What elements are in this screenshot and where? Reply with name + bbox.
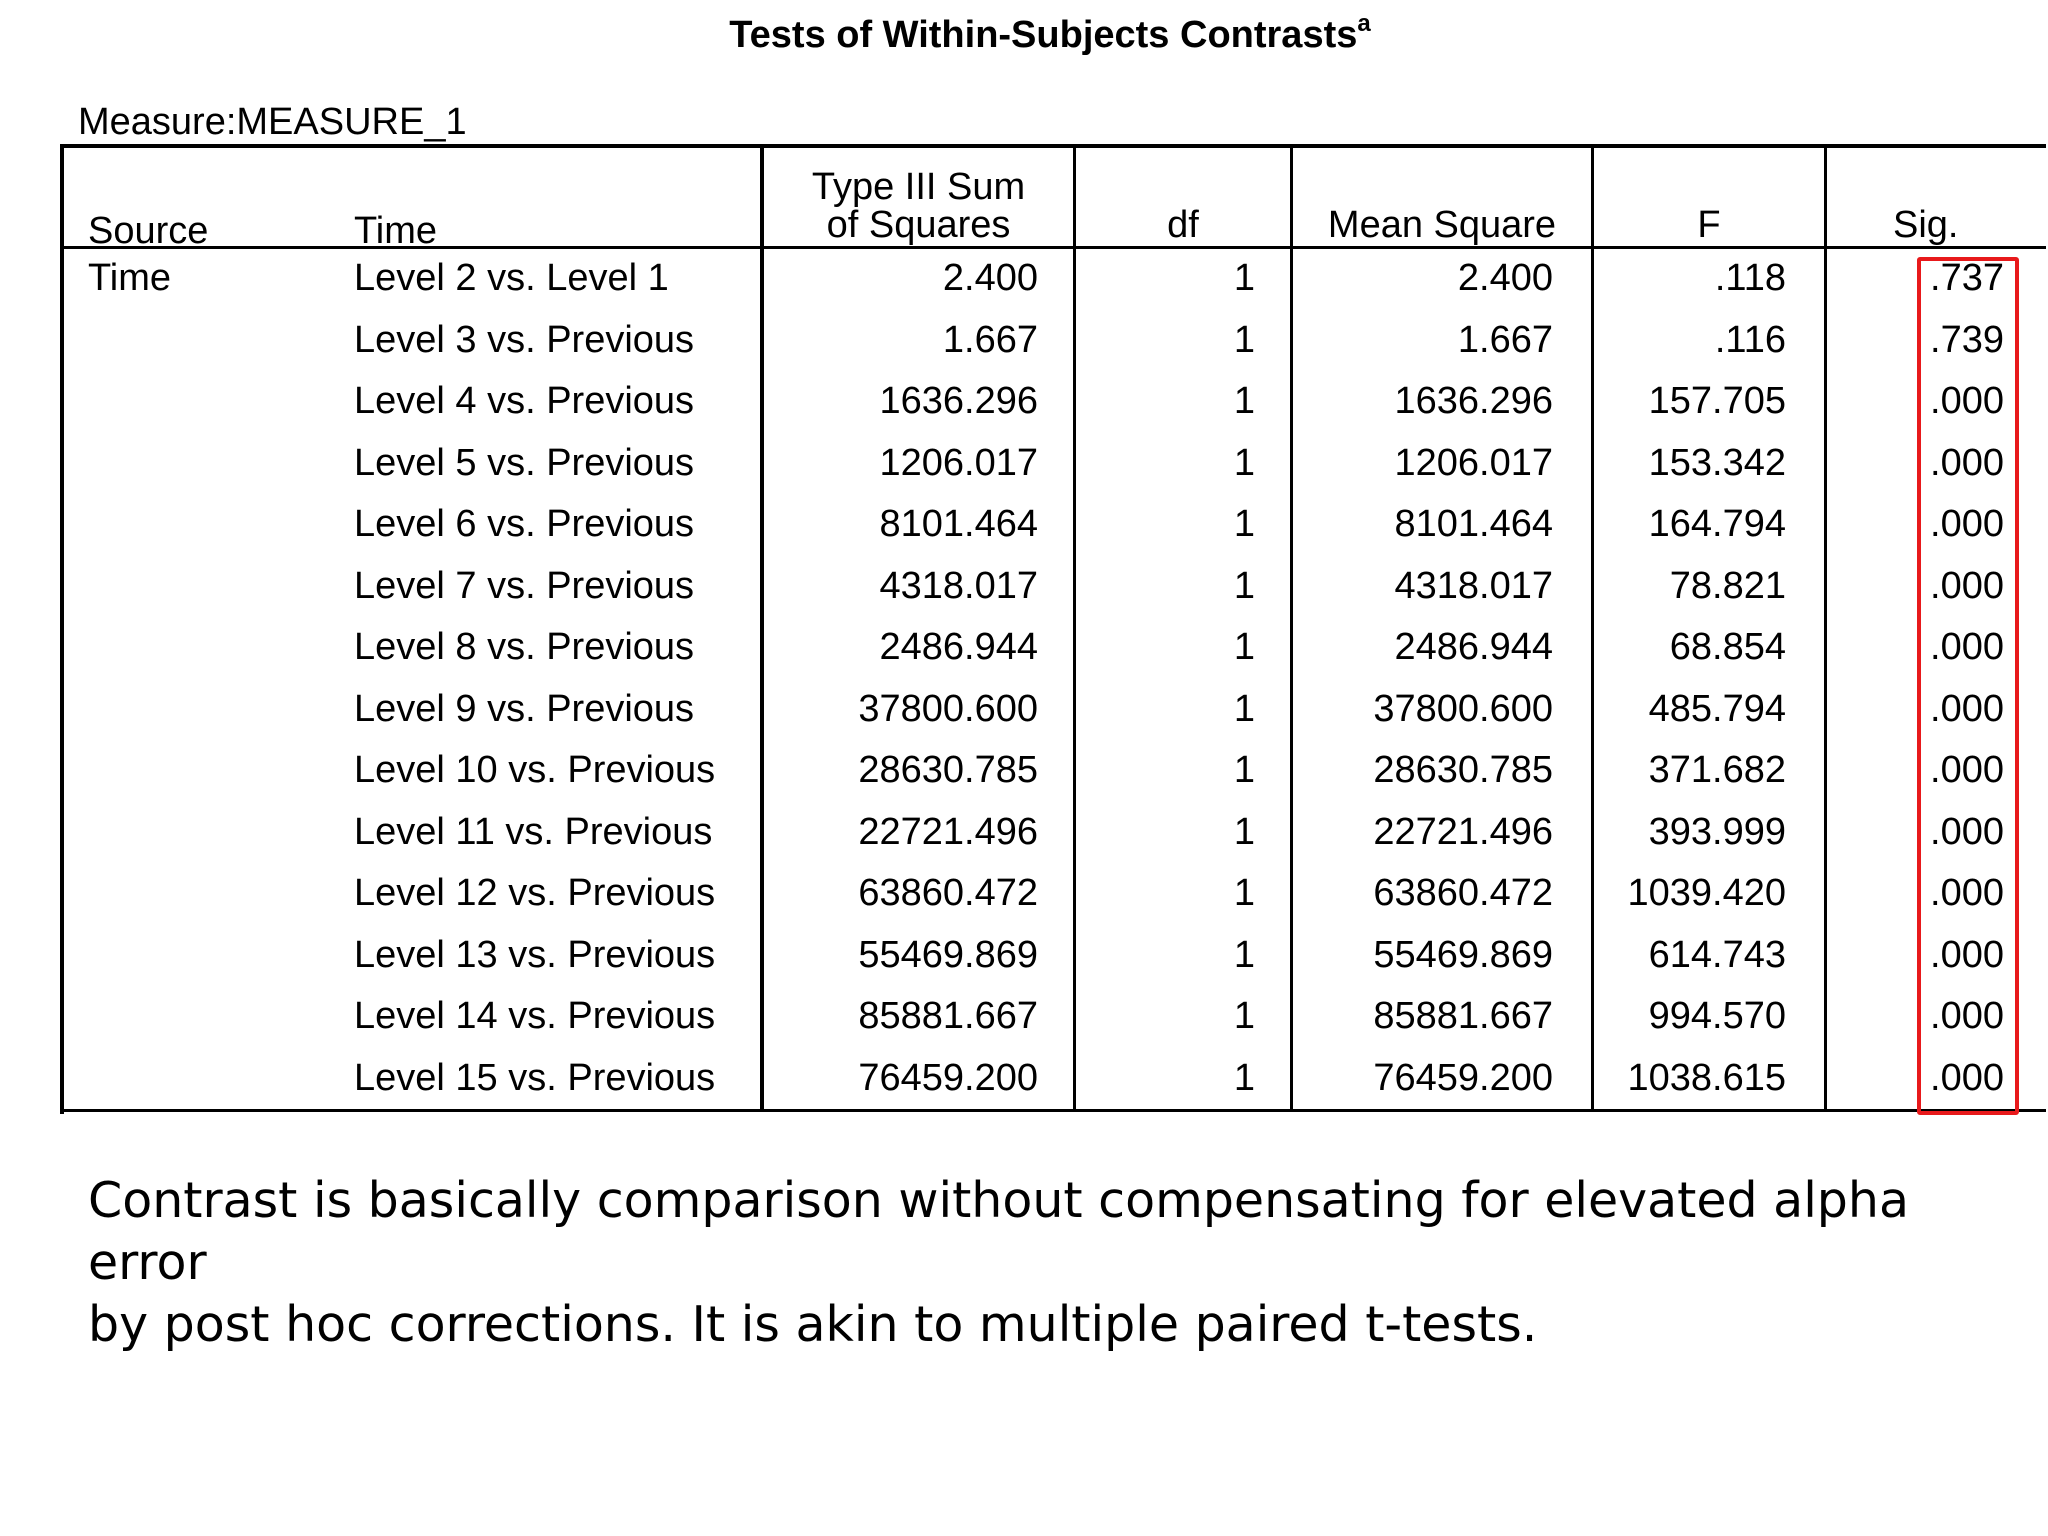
f-cell: 78.821 (1669, 565, 1786, 607)
ms-cell: 28630.785 (1373, 749, 1553, 791)
df-cell: 1 (1233, 626, 1255, 668)
table-title (0, 10, 2048, 57)
ss-cell: 28630.785 (858, 749, 1038, 791)
ss-cell: 2486.944 (879, 626, 1038, 668)
table-bottom-border (60, 1109, 2046, 1112)
f-cell: 371.682 (1648, 749, 1786, 791)
measure-label: Measure:MEASURE_1 (78, 101, 467, 143)
ss-cell: 76459.200 (858, 1057, 1038, 1099)
f-cell: 68.854 (1669, 626, 1786, 668)
df-cell: 1 (1233, 442, 1255, 484)
sig-cell: .000 (1930, 380, 2004, 422)
column-divider-f (1824, 146, 1827, 1112)
f-cell: 994.570 (1648, 995, 1786, 1037)
ss-cell: 85881.667 (858, 995, 1038, 1037)
column-divider-time (760, 146, 764, 1112)
column-divider-ms (1591, 146, 1594, 1112)
df-cell: 1 (1233, 380, 1255, 422)
ms-cell: 2.400 (1457, 257, 1553, 299)
sig-cell: .000 (1930, 749, 2004, 791)
source-cell: Time (88, 257, 172, 299)
note-line-2: by post hoc corrections. It is akin to multiple paired t-tests. (88, 1296, 1538, 1353)
header-ss-line2: of Squares (826, 204, 1011, 246)
f-cell: .116 (1714, 319, 1786, 361)
column-divider-df (1290, 146, 1293, 1112)
ms-cell: 1636.296 (1394, 380, 1553, 422)
sig-cell: .000 (1930, 1057, 2004, 1099)
time-cell: Level 13 vs. Previous (354, 934, 716, 976)
f-cell: 393.999 (1648, 811, 1786, 853)
sig-cell: .000 (1930, 503, 2004, 545)
time-cell: Level 15 vs. Previous (354, 1057, 716, 1099)
ms-cell: 37800.600 (1373, 688, 1553, 730)
time-cell: Level 10 vs. Previous (354, 749, 716, 791)
df-cell: 1 (1233, 749, 1255, 791)
header-sig: Sig. (1893, 204, 1959, 246)
ss-cell: 1.667 (942, 319, 1038, 361)
f-cell: 164.794 (1648, 503, 1786, 545)
header-f: F (1697, 204, 1721, 246)
df-cell: 1 (1233, 257, 1255, 299)
sig-cell: .000 (1930, 565, 2004, 607)
df-cell: 1 (1233, 1057, 1255, 1099)
header-df: df (1167, 204, 1199, 246)
note-line-1: Contrast is basically comparison without compensating for elevated alpha error (88, 1172, 1909, 1291)
header-source: Source (88, 210, 209, 252)
ms-cell: 8101.464 (1394, 503, 1553, 545)
annotation-note (88, 1170, 2028, 1356)
sig-cell: .739 (1930, 319, 2004, 361)
column-divider-ss (1073, 146, 1076, 1112)
time-cell: Level 6 vs. Previous (354, 503, 695, 545)
ms-cell: 55469.869 (1373, 934, 1553, 976)
ss-cell: 1636.296 (879, 380, 1038, 422)
ss-cell: 2.400 (942, 257, 1038, 299)
time-cell: Level 14 vs. Previous (354, 995, 716, 1037)
header-mean-square: Mean Square (1327, 204, 1557, 246)
ms-cell: 1.667 (1457, 319, 1553, 361)
table-left-border (60, 144, 64, 1114)
ms-cell: 1206.017 (1394, 442, 1553, 484)
df-cell: 1 (1233, 995, 1255, 1037)
time-cell: Level 9 vs. Previous (354, 688, 695, 730)
f-cell: 1039.420 (1627, 872, 1786, 914)
time-cell: Level 4 vs. Previous (354, 380, 695, 422)
sig-cell: .000 (1930, 872, 2004, 914)
ss-cell: 63860.472 (858, 872, 1038, 914)
ms-cell: 2486.944 (1394, 626, 1553, 668)
time-cell: Level 2 vs. Level 1 (354, 257, 669, 299)
df-cell: 1 (1233, 319, 1255, 361)
f-cell: 1038.615 (1627, 1057, 1786, 1099)
time-cell: Level 11 vs. Previous (354, 811, 713, 853)
sig-column-highlight (1917, 257, 2019, 1115)
f-cell: 614.743 (1648, 934, 1786, 976)
header-time: Time (354, 210, 438, 252)
ss-cell: 22721.496 (858, 811, 1038, 853)
ss-cell: 8101.464 (879, 503, 1038, 545)
table-title-text: Tests of Within-Subjects Contrasts (729, 14, 1358, 56)
header-ss-line1: Type III Sum (811, 166, 1026, 208)
ms-cell: 22721.496 (1373, 811, 1553, 853)
df-cell: 1 (1233, 934, 1255, 976)
f-cell: 157.705 (1648, 380, 1786, 422)
time-cell: Level 12 vs. Previous (354, 872, 716, 914)
df-cell: 1 (1233, 503, 1255, 545)
time-cell: Level 3 vs. Previous (354, 319, 695, 361)
ms-cell: 4318.017 (1394, 565, 1553, 607)
sig-cell: .000 (1930, 811, 2004, 853)
df-cell: 1 (1233, 688, 1255, 730)
ms-cell: 76459.200 (1373, 1057, 1553, 1099)
time-cell: Level 5 vs. Previous (354, 442, 695, 484)
sig-cell: .000 (1930, 995, 2004, 1037)
sig-cell: .737 (1930, 257, 2004, 299)
f-cell: .118 (1714, 257, 1786, 299)
ss-cell: 55469.869 (858, 934, 1038, 976)
ms-cell: 85881.667 (1373, 995, 1553, 1037)
time-cell: Level 7 vs. Previous (354, 565, 695, 607)
table-top-border (60, 144, 2046, 148)
df-cell: 1 (1233, 565, 1255, 607)
time-cell: Level 8 vs. Previous (354, 626, 695, 668)
sig-cell: .000 (1930, 688, 2004, 730)
sig-cell: .000 (1930, 626, 2004, 668)
sig-cell: .000 (1930, 934, 2004, 976)
df-cell: 1 (1233, 811, 1255, 853)
ss-cell: 37800.600 (858, 688, 1038, 730)
title-footnote-marker: a (1357, 10, 1371, 37)
ss-cell: 1206.017 (879, 442, 1038, 484)
f-cell: 153.342 (1648, 442, 1786, 484)
df-cell: 1 (1233, 872, 1255, 914)
ms-cell: 63860.472 (1373, 872, 1553, 914)
sig-cell: .000 (1930, 442, 2004, 484)
ss-cell: 4318.017 (879, 565, 1038, 607)
f-cell: 485.794 (1648, 688, 1786, 730)
